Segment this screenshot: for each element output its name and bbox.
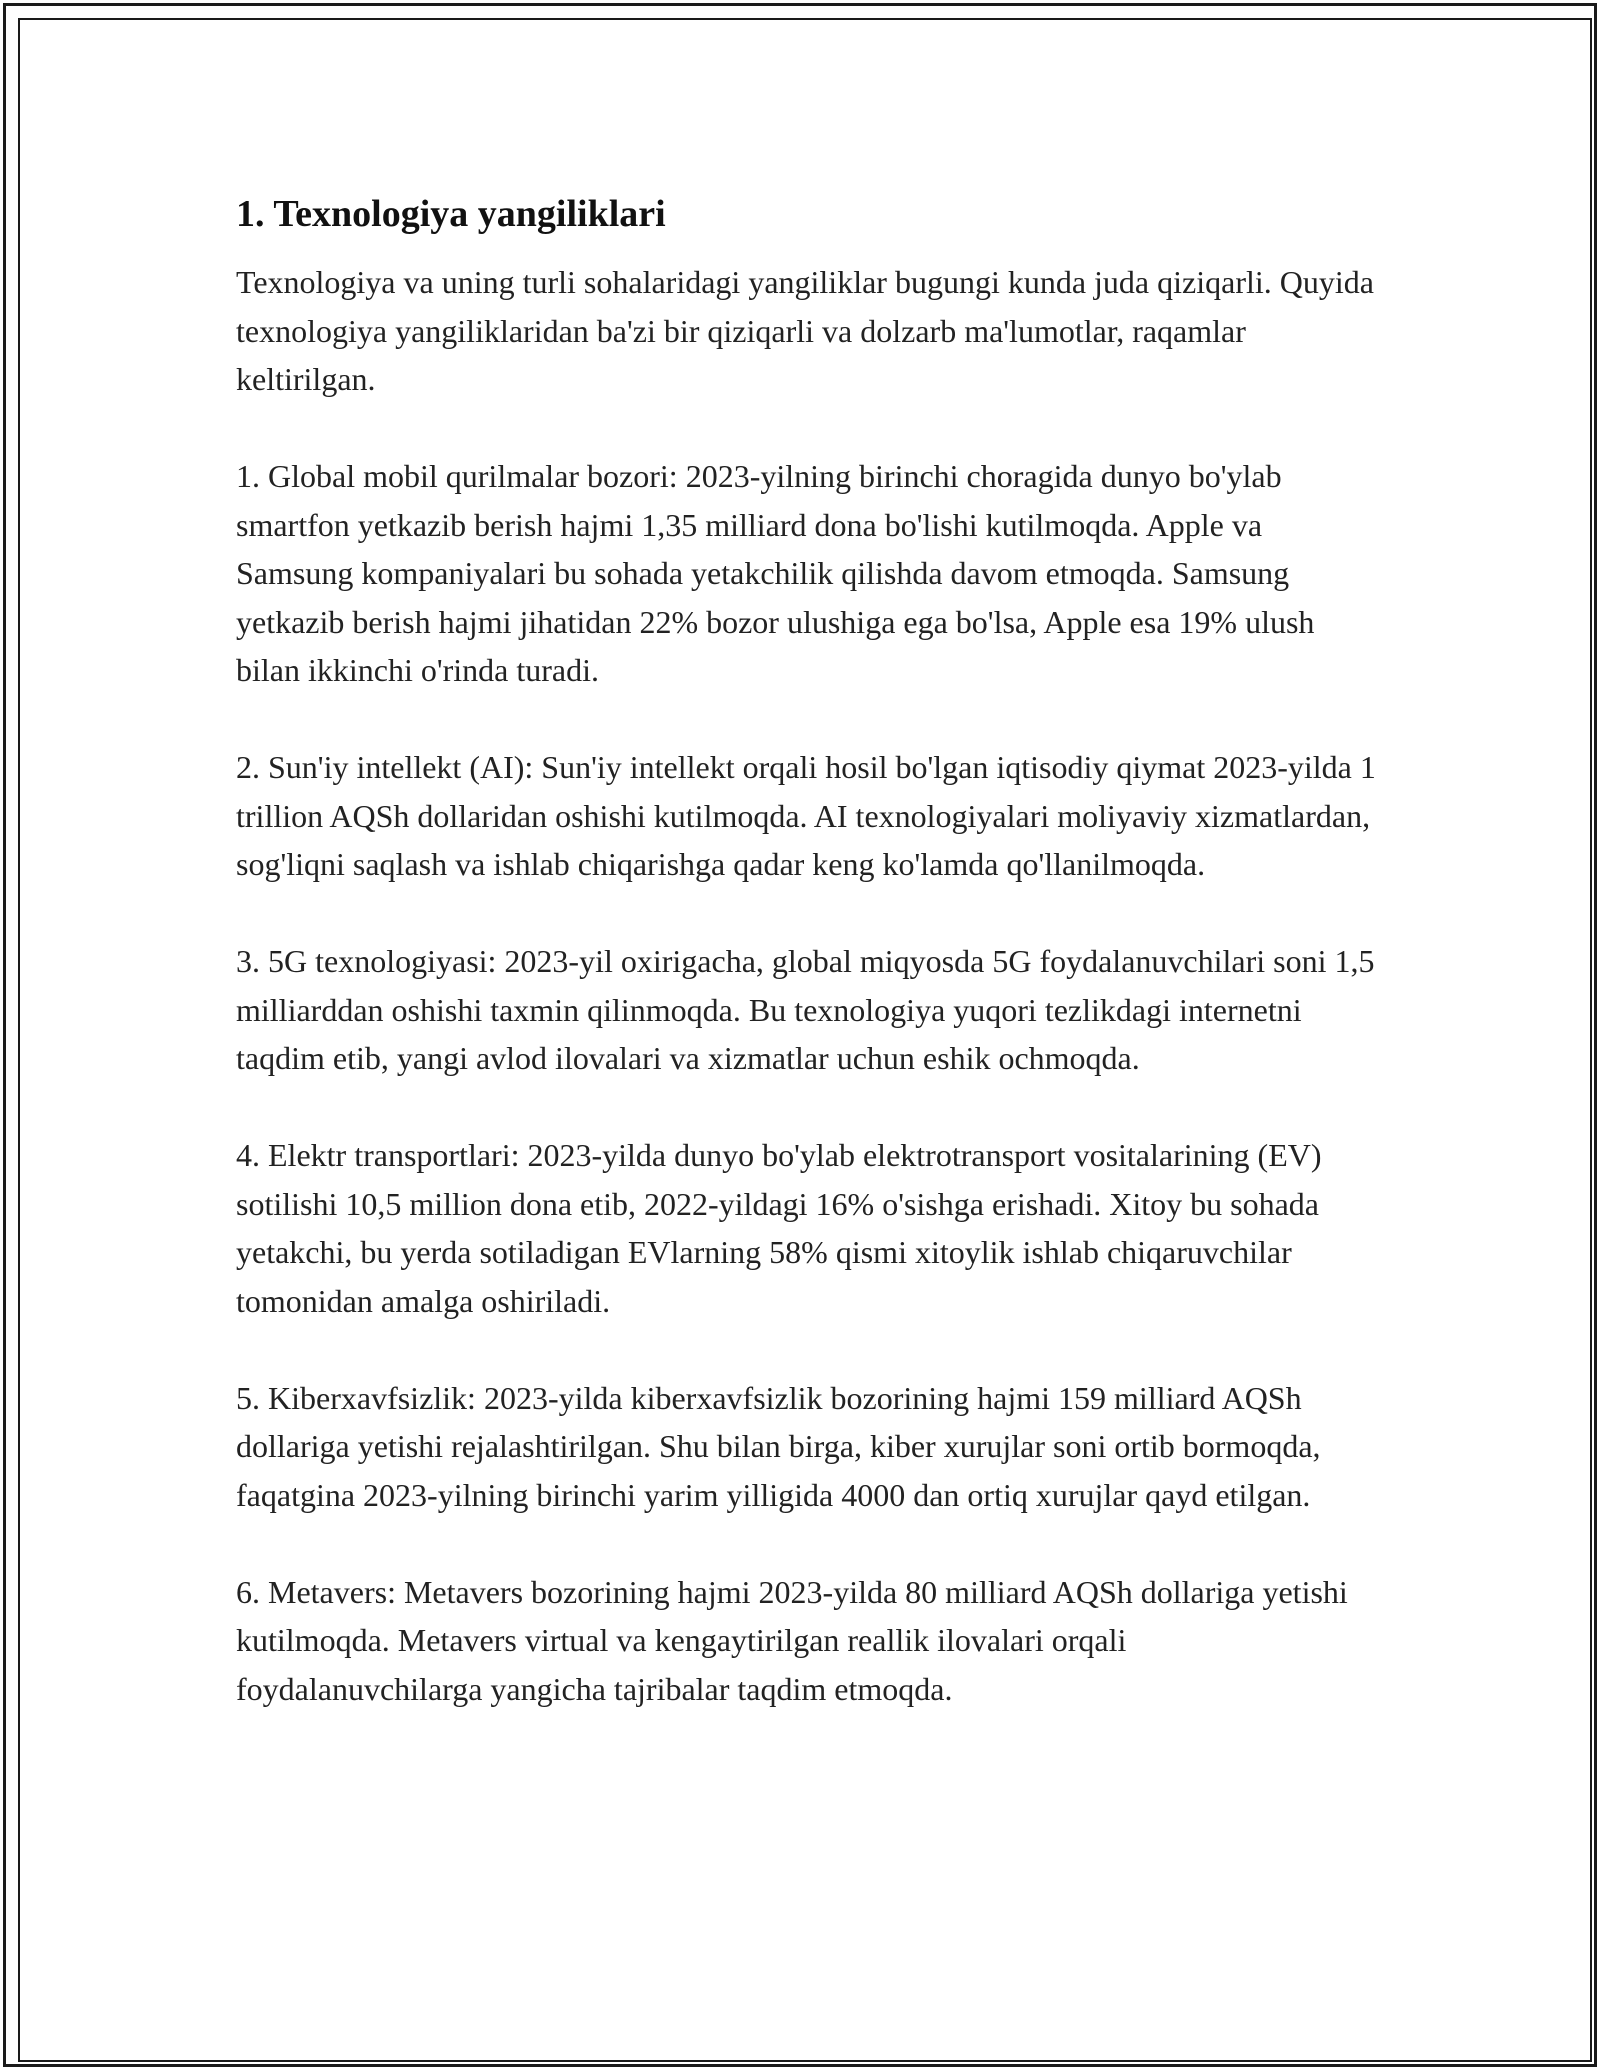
- news-item-metaverse: 6. Metavers: Metavers bozorining hajmi 2023-yilda 80 milliard AQSh dollariga yetishi kutilmoqda. Metavers virtual va kengaytirilgan reallik ilovalari orqali foydalanuvchilarga yangicha tajribalar taqdim etmoqda.: [236, 1573, 1348, 1707]
- document-title: 1. Texnologiya yangiliklari: [236, 193, 666, 235]
- news-item-electric-transport: 4. Elektr transportlari: 2023-yilda dunyo bo'ylab elektrotransport vositalarining (EV) sotilishi 10,5 million dona etib, 2022-yildagi 16% o'sishga erishadi. Xitoy bu sohada yetakchi, bu yerda sotiladigan EVlarning 58% qismi xitoylik ishlab chiqaruvchilar tomonidan amalga oshiriladi.: [236, 1137, 1322, 1319]
- news-item-mobile-market: 1. Global mobil qurilmalar bozori: 2023-yilning birinchi choragida dunyo bo'ylab smartfon yetkazib berish hajmi 1,35 milliard dona bo'lishi kutilmoqda. Apple va Samsung kompaniyalari bu sohada yetakchilik qilishda davom etmoqda. Samsung yetkazib berish hajmi jihatidan 22% bozor ulushiga ega bo'lsa, Apple esa 19% ulush bilan ikkinchi o'rinda turadi.: [236, 458, 1315, 688]
- news-item-ai: 2. Sun'iy intellekt (AI): Sun'iy intellekt orqali hosil bo'lgan iqtisodiy qiymat 2023-yilda 1 trillion AQSh dollaridan oshishi kutilmoqda. AI texnologiyalari moliyaviy xizmatlardan, sog'liqni saqlash va ishlab chiqarishga qadar keng ko'lamda qo'llanilmoqda.: [236, 749, 1376, 882]
- news-item-cybersecurity: 5. Kiberxavfsizlik: 2023-yilda kiberxavfsizlik bozorining hajmi 159 milliard AQSh dollariga yetishi rejalashtirilgan. Shu bilan birga, kiber xurujlar soni ortib bormoqda, faqatgina 2023-yilning birinchi yarim yilligida 4000 dan ortiq xurujlar qayd etilgan.: [236, 1379, 1321, 1513]
- intro-paragraph: Texnologiya va uning turli sohalaridagi yangiliklar bugungi kunda juda qiziqarli. Quyida texnologiya yangiliklaridan ba'zi bir qiziqarli va dolzarb ma'lumotlar, raqamlar keltirilgan.: [236, 264, 1374, 397]
- document-body: [236, 186, 1376, 1762]
- news-item-5g: 3. 5G texnologiyasi: 2023-yil oxirigacha, global miqyosda 5G foydalanuvchilari soni 1,5 milliarddan oshishi taxmin qilinmoqda. Bu texnologiya yuqori tezlikdagi internetni taqdim etib, yangi avlod ilovalari va xizmatlar uchun eshik ochmoqda.: [236, 943, 1375, 1076]
